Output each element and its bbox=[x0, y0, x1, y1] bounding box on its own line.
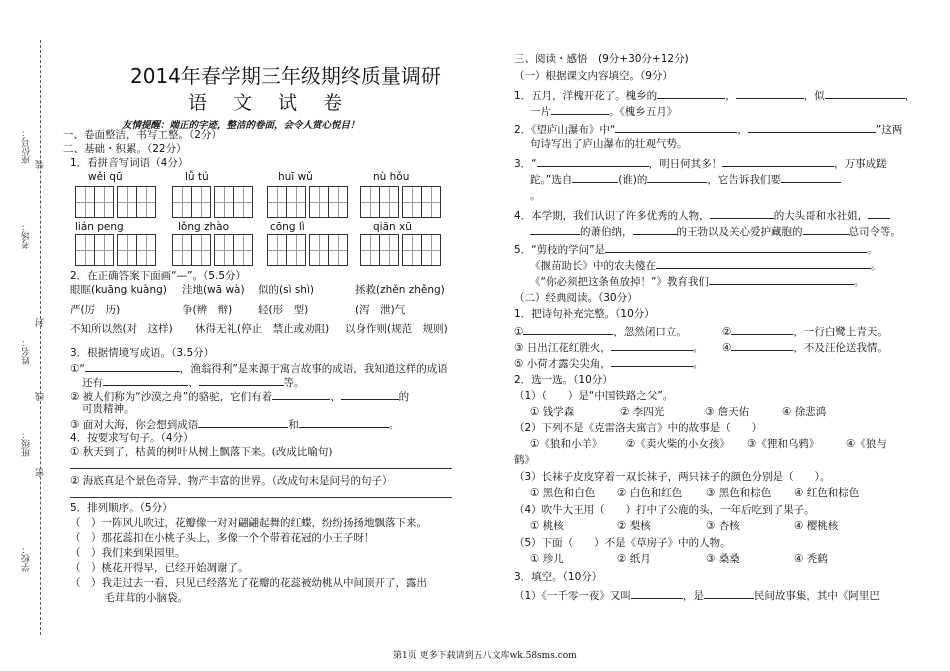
pinyin: lǒng zhào bbox=[178, 221, 230, 233]
q2-option[interactable]: 眼眶(kuāng kuàng) bbox=[70, 284, 167, 296]
q2-option[interactable]: 以身作则(规范 规则) bbox=[345, 323, 448, 335]
c-line: ① ，忽然闭口立。 bbox=[514, 326, 687, 338]
c-line: （1）《一千零一夜》又叫 ，是 民间故事集，其中《阿里巴 bbox=[514, 590, 880, 602]
answer-blank[interactable] bbox=[523, 324, 613, 335]
mc-option[interactable]: ③ 杏核 bbox=[706, 520, 740, 532]
q4-title: 4．按要求写句子。（4分） bbox=[70, 432, 194, 444]
mc-option[interactable]: ③ 黑色和棕色 bbox=[706, 487, 772, 499]
pinyin: lián peng bbox=[75, 221, 124, 233]
mc-question: （1）（ ）是“中国铁路之父”。 bbox=[514, 390, 674, 402]
c2-title: 2．选一选。（10分） bbox=[514, 374, 613, 386]
q2-option[interactable]: 休得无礼(停止 禁止或劝阻) bbox=[195, 323, 330, 335]
q2-option[interactable]: 争(辨 辩) bbox=[182, 304, 233, 316]
answer-blank[interactable] bbox=[530, 224, 580, 235]
r-line: 跎。”选自 (谁)的 ，它告诉我们要 bbox=[530, 172, 841, 187]
mc-option[interactable]: ②《卖火柴的小女孩》 bbox=[626, 438, 730, 450]
c-line: ③ 日出江花红胜火， 。 bbox=[514, 342, 704, 354]
pinyin: lǚ tú bbox=[185, 171, 209, 183]
q3-line: 还有 、 等。 bbox=[82, 377, 305, 389]
mc-option[interactable]: ③ 桑桑 bbox=[706, 553, 740, 565]
seat-label: 座位号： bbox=[22, 128, 32, 164]
r-line: 2．《望庐山瀑布》中“ ， ”这两 bbox=[514, 124, 903, 136]
q5-title: 5．排列顺序。（5分） bbox=[70, 502, 173, 514]
mc-option[interactable]: ③《狸和乌鸦》 bbox=[747, 438, 820, 450]
r-line: 4．本学期，我们认识了许多优秀的人物， 的大头哥和水社姐， bbox=[514, 208, 890, 223]
bind-mark: 线 bbox=[36, 392, 46, 401]
mc-option[interactable]: ④ 樱桃核 bbox=[794, 520, 839, 532]
answer-blank[interactable] bbox=[199, 375, 284, 386]
q3-line: 可贵精神。 bbox=[82, 403, 135, 415]
mc-question: （2）下列不是《克雷洛夫寓言》中的故事是（ ） bbox=[514, 422, 763, 434]
q2-option[interactable]: 严(厉 历) bbox=[70, 304, 121, 316]
mc-question: （5）下面（ ）不是《草房子》中的人物。 bbox=[514, 537, 731, 549]
answer-line[interactable] bbox=[70, 468, 452, 469]
mc-option[interactable]: ④ 秃鹤 bbox=[794, 553, 828, 565]
q1-title: 1．看拼音写词语（4分） bbox=[70, 157, 189, 169]
answer-blank[interactable] bbox=[633, 224, 677, 235]
c-line: ⑤ 小荷才露尖尖角， 。 bbox=[514, 358, 704, 370]
writing-grid[interactable] bbox=[267, 234, 347, 266]
writing-grid[interactable] bbox=[75, 234, 155, 266]
answer-blank[interactable] bbox=[825, 88, 905, 99]
q3-line: ③ 面对大海，你会想到成语 和 。 bbox=[70, 419, 400, 431]
answer-blank[interactable] bbox=[611, 340, 693, 351]
mc-question: （3）长袜子皮皮穿着一双长袜子，两只袜子的颜色分别是（ ）。 bbox=[514, 471, 831, 483]
q3-line: ①“ ，渔翁得利”是来源于寓言故事的成语，我知道这样的成语 bbox=[70, 363, 448, 375]
answer-blank[interactable] bbox=[710, 208, 774, 219]
part-1: （一）根据课文内容填空。（9分） bbox=[514, 70, 673, 82]
mc-option-cont: 鹤》 bbox=[514, 454, 535, 466]
r-line: 3．“ ，明日何其多！ ，万事成蹉 bbox=[514, 158, 887, 170]
answer-blank[interactable] bbox=[803, 224, 849, 235]
answer-blank[interactable] bbox=[537, 156, 649, 167]
c-line: ④ ，不及汪伦送我情。 bbox=[722, 342, 888, 354]
answer-blank[interactable] bbox=[198, 417, 288, 428]
exam-subject: 语文试卷 bbox=[188, 92, 369, 114]
r-line: 一片 。《槐乡五月》 bbox=[530, 106, 678, 118]
answer-blank[interactable] bbox=[868, 208, 890, 219]
tip-text: 友情提醒：端正的字迹，整洁的卷面，会令人赏心悦目！ bbox=[122, 120, 360, 131]
q2-option[interactable]: 不知所以然(对 这样) bbox=[70, 323, 173, 335]
c1-title: 1．把诗句补充完整。（10分） bbox=[514, 308, 655, 320]
name-label: 姓名： bbox=[22, 338, 32, 365]
q5-item-cont: 毛茸茸的小脑袋。 bbox=[104, 592, 188, 604]
answer-blank[interactable] bbox=[103, 375, 188, 386]
answer-blank[interactable] bbox=[615, 122, 737, 133]
answer-blank[interactable] bbox=[704, 588, 754, 599]
answer-blank[interactable] bbox=[731, 324, 793, 335]
r-line: 《揠苗助长》中的农夫傻在 。 bbox=[530, 260, 882, 272]
q4-item: ① 秋天到了，枯黄的树叶从树上飘落下来。(改成比喻句) bbox=[70, 446, 333, 458]
answer-blank[interactable] bbox=[611, 356, 693, 367]
bind-mark: 密 bbox=[36, 468, 46, 477]
mc-option[interactable]: ① 桃核 bbox=[530, 520, 564, 532]
mc-option[interactable]: ④ 红色和棕色 bbox=[794, 487, 860, 499]
answer-blank[interactable] bbox=[736, 88, 804, 99]
q2-option[interactable]: 轻(形 型) bbox=[258, 304, 309, 316]
part-2: （二）经典阅读。（30分） bbox=[514, 292, 638, 304]
writing-grid[interactable] bbox=[172, 234, 252, 266]
section-3: 三、阅读・感悟 (9分+30分+12分) bbox=[514, 53, 689, 65]
answer-blank[interactable] bbox=[748, 122, 876, 133]
mc-option[interactable]: ① 珍儿 bbox=[530, 553, 564, 565]
answer-blank[interactable] bbox=[551, 104, 609, 115]
c-line: ② ，一行白鹭上青天。 bbox=[722, 326, 888, 338]
binding-line bbox=[40, 40, 41, 635]
q5-item[interactable]: （ ）那花蕊扣在小桃子头上，多像一个个带着花冠的小王子呀！ bbox=[70, 532, 375, 544]
r-line: 《“你必须把这条鱼放掉！”》教育我们 。 bbox=[530, 276, 865, 288]
mc-option[interactable]: ② 李四光 bbox=[620, 406, 665, 418]
mc-option[interactable]: ④《狼与 bbox=[846, 438, 887, 450]
answer-blank[interactable] bbox=[631, 588, 683, 599]
school-label: 学校： bbox=[22, 545, 32, 572]
q2-option[interactable]: 似的(sì shì) bbox=[258, 284, 314, 296]
pinyin: cōng lì bbox=[270, 221, 305, 233]
answer-blank[interactable] bbox=[709, 274, 854, 285]
q5-item[interactable]: （ ）桃花开得早，已经开始凋谢了。 bbox=[70, 562, 249, 574]
r-line: 的萧伯纳， 的王勃以及关心爱护藏胞的 总司令等。 bbox=[530, 224, 901, 239]
c3-title: 3．填空。（10分） bbox=[514, 571, 603, 583]
pinyin: nù hǒu bbox=[373, 171, 410, 183]
answer-blank[interactable] bbox=[647, 172, 707, 183]
bind-mark: 封 bbox=[36, 318, 46, 327]
r-line: 1．五月，洋槐开花了。槐乡的 ， ，似 ， bbox=[514, 90, 916, 102]
q3-line: ② 被人们称为“沙漠之舟”的骆驼，它们有着 、 的 bbox=[70, 391, 410, 403]
r-line: 句诗写出了庐山瀑布的壮观气势。 bbox=[530, 138, 688, 150]
writing-grid[interactable] bbox=[360, 234, 440, 266]
answer-blank[interactable] bbox=[731, 340, 793, 351]
mc-question: （4）吹牛大王用（ ）打中了公鹿的头，一年后吃到了果子。 bbox=[514, 504, 815, 516]
r-line: 5．“剪枝的学问”是 。 bbox=[514, 244, 878, 256]
q2-option[interactable]: 拯救(zhěn zhěng) bbox=[355, 284, 445, 296]
q3-title: 3．根据情境写成语。（3.5分） bbox=[70, 347, 215, 359]
exam-title: 2014年春学期三年级期终质量调研 bbox=[130, 64, 441, 88]
mc-option[interactable]: ④ 徐悲鸿 bbox=[782, 406, 827, 418]
section-2: 二、基础・积累。（22分） bbox=[63, 143, 187, 155]
q4-item: ② 海底真是个景色奇异、物产丰富的世界。（改成句末是问号的句子） bbox=[70, 475, 393, 487]
r-line: 。 bbox=[530, 190, 541, 202]
mc-option[interactable]: ② 白色和红色 bbox=[617, 487, 683, 499]
page-footer: 第1页 更多下载请到五八文库wk.58sms.com bbox=[393, 651, 577, 661]
mc-option[interactable]: ② 梨核 bbox=[617, 520, 651, 532]
writing-grid[interactable] bbox=[360, 186, 440, 218]
answer-blank[interactable] bbox=[85, 361, 180, 372]
pinyin: qiān xū bbox=[373, 221, 412, 233]
q5-item[interactable]: （ ）我们来到果园里。 bbox=[70, 547, 186, 559]
answer-blank[interactable] bbox=[781, 172, 841, 183]
answer-blank[interactable] bbox=[605, 242, 867, 253]
class-label: 班级： bbox=[22, 430, 32, 457]
q5-item[interactable]: （ ）我走过去一看，只见已经落光了花瓣的花蕊被幼桃从中间顶开了，露出 bbox=[70, 577, 427, 589]
pinyin: huī wǔ bbox=[278, 171, 313, 183]
mc-option[interactable]: ③ 詹天佑 bbox=[705, 406, 750, 418]
bind-mark: 装 bbox=[36, 160, 46, 169]
q5-item[interactable]: （ ）一阵风儿吹过，花瓣像一对对翩翩起舞的红蝶，纷纷扬扬地飘落下来。 bbox=[70, 517, 427, 529]
q2-option[interactable]: 洼地(wā wà) bbox=[182, 284, 245, 296]
q2-option[interactable]: (泻 泄)气 bbox=[355, 304, 406, 316]
section-1: 一、卷面整洁，书写工整。（2分） bbox=[63, 129, 222, 141]
exam-room-label: 考场： bbox=[22, 222, 32, 249]
answer-line[interactable] bbox=[70, 497, 452, 498]
mc-option[interactable]: ①《狼和小羊》 bbox=[530, 438, 603, 450]
mc-option[interactable]: ② 纸月 bbox=[617, 553, 651, 565]
answer-blank[interactable] bbox=[656, 258, 871, 269]
answer-blank[interactable] bbox=[572, 172, 618, 183]
answer-blank[interactable] bbox=[341, 389, 399, 400]
writing-grid[interactable] bbox=[75, 186, 155, 218]
writing-grid[interactable] bbox=[172, 186, 252, 218]
mc-option[interactable]: ① 钱学森 bbox=[530, 406, 575, 418]
answer-blank[interactable] bbox=[657, 88, 725, 99]
answer-blank[interactable] bbox=[299, 417, 389, 428]
mc-option[interactable]: ① 黑色和白色 bbox=[530, 487, 596, 499]
answer-blank[interactable] bbox=[272, 389, 330, 400]
writing-grid[interactable] bbox=[267, 186, 347, 218]
answer-blank[interactable] bbox=[722, 156, 834, 167]
pinyin: wěi qū bbox=[88, 171, 123, 183]
q2-title: 2．在正确答案下面画“—”。（5.5分） bbox=[70, 270, 247, 282]
